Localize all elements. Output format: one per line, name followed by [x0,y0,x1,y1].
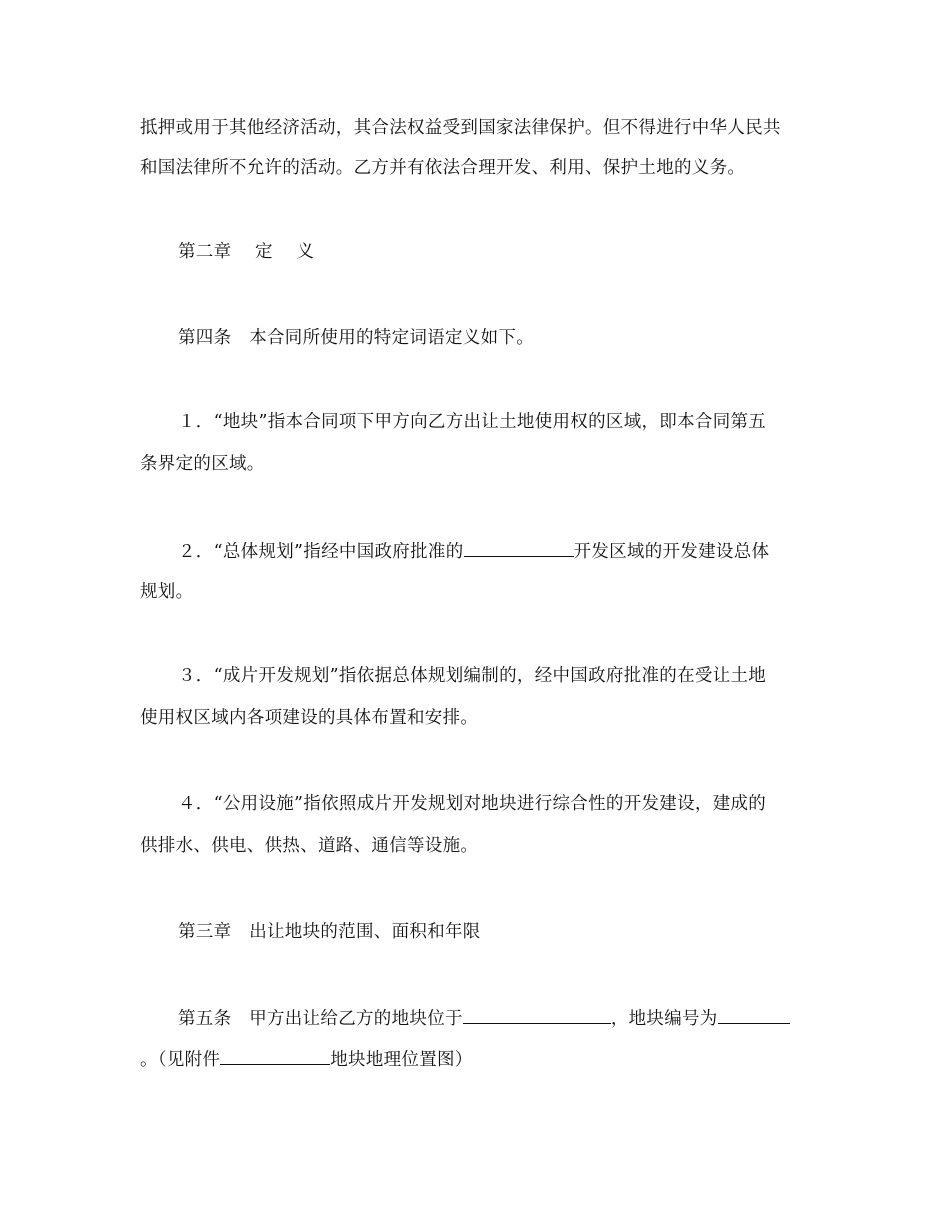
definition-2-text-a: ２．“总体规划”指经中国政府批准的 [178,542,464,562]
fill-in-blank-plot-number[interactable] [718,1005,790,1024]
fill-in-blank-location[interactable] [463,1005,611,1024]
definition-4-line-1: ４．“公用设施”指依照成片开发规划对地块进行综合性的开发建设，建成的 [178,794,767,814]
definition-2-line-2: 规划。 [140,582,194,602]
definition-1-line-2: 条界定的区域。 [140,454,265,474]
article-5-line-2 [140,1046,820,1072]
article-5-line-1 [178,1005,858,1031]
definition-4-line-2: 供排水、供电、供热、道路、通信等设施。 [140,836,479,856]
article-5-text-a: 第五条 甲方出让给乙方的地块位于 [178,1009,463,1029]
fill-in-blank-development-area[interactable] [464,538,574,557]
definition-3-line-1: ３．“成片开发规划”指依据总体规划编制的，经中国政府批准的在受让土地 [178,666,767,686]
fill-in-blank-attachment[interactable] [220,1046,330,1065]
paragraph-intro-line-2: 和国法律所不允许的活动。乙方并有依法合理开发、利用、保护土地的义务。 [140,158,746,178]
definition-2-text-b: 开发区域的开发建设总体 [573,542,770,562]
definition-1-line-1: １．“地块”指本合同项下甲方向乙方出让土地使用权的区域，即本合同第五 [178,412,767,432]
chapter-2-heading: 第二章 定 义 [178,242,315,262]
article-5-text-b: ，地块编号为 [610,1009,718,1029]
chapter-3-heading: 第三章 出让地块的范围、面积和年限 [178,922,481,942]
definition-3-line-2: 使用权区域内各项建设的具体布置和安排。 [140,708,479,728]
article-5-line-2-text-b: 地块地理位置图） [330,1050,473,1070]
article-4: 第四条 本合同所使用的特定词语定义如下。 [178,328,534,348]
article-5-line-2-text-a: 。（见附件 [140,1050,221,1070]
paragraph-intro-line-1: 抵押或用于其他经济活动，其合法权益受到国家法律保护。但不得进行中华人民共 [140,118,781,138]
definition-2-line-1 [178,538,858,564]
